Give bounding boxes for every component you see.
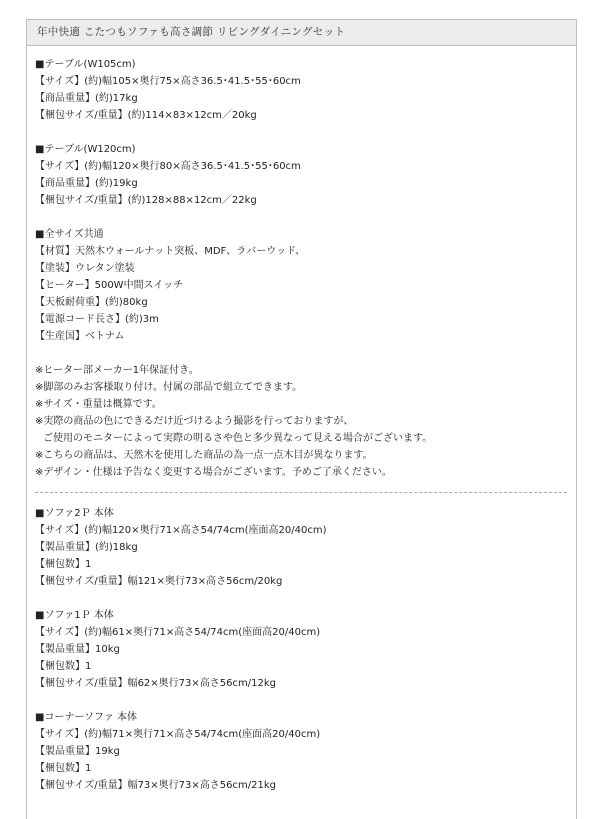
spec-cord: 【電源コード長さ】(約)3m — [35, 314, 159, 325]
table-w120-section — [35, 141, 576, 209]
spec-heater: 【ヒーター】500W中間スイッチ — [35, 280, 184, 291]
spec-content — [27, 46, 576, 794]
spec-size: 【サイズ】(約)幅105×奥行75×高さ36.5･41.5･55･60cm — [35, 76, 301, 87]
note-item: ※実際の商品の色にできるだけ近づけるよう撮影を行っておりますが、 — [35, 416, 354, 427]
section-heading: ■ソファ1Ｐ 本体 — [35, 610, 114, 621]
spec-weight: 【商品重量】(約)17kg — [35, 93, 138, 104]
spec-weight: 【製品重量】10kg — [35, 644, 120, 655]
spec-package-count: 【梱包数】1 — [35, 763, 92, 774]
note-item: ※ヒーター部メーカー1年保証付き。 — [35, 365, 199, 376]
notes-section — [35, 362, 576, 481]
spec-package: 【梱包サイズ/重量】(約)128×88×12cm／22kg — [35, 195, 257, 206]
corner-sofa-section — [35, 709, 576, 794]
spec-package: 【梱包サイズ/重量】幅73×奥行73×高さ56cm/21kg — [35, 780, 276, 791]
section-heading: ■ソファ2Ｐ 本体 — [35, 508, 114, 519]
table-w105-section — [35, 56, 576, 124]
section-heading: ■テーブル(W105cm) — [35, 59, 136, 70]
spec-size: 【サイズ】(約)幅120×奥行71×高さ54/74cm(座面高20/40cm) — [35, 525, 327, 536]
spec-size: 【サイズ】(約)幅120×奥行80×高さ36.5･41.5･55･60cm — [35, 161, 301, 172]
panel-title: 年中快適 こたつもソファも高さ調節 リビングダイニングセット — [37, 26, 346, 38]
spec-size: 【サイズ】(約)幅61×奥行71×高さ54/74cm(座面高20/40cm) — [35, 627, 321, 638]
dashed-divider — [35, 492, 567, 493]
note-item: ※脚部のみお客様取り付け。付属の部品で組立てできます。 — [35, 382, 303, 393]
note-item: ※デザイン・仕様は予告なく変更する場合がございます。予めご了承ください。 — [35, 467, 392, 478]
spec-panel — [26, 19, 577, 819]
spec-origin: 【生産国】ベトナム — [35, 331, 125, 342]
spec-weight: 【製品重量】(約)18kg — [35, 542, 138, 553]
spec-package: 【梱包サイズ/重量】幅121×奥行73×高さ56cm/20kg — [35, 576, 283, 587]
spec-finish: 【塗装】ウレタン塗装 — [35, 263, 135, 274]
sofa-2p-section — [35, 505, 576, 590]
spec-package-count: 【梱包数】1 — [35, 661, 92, 672]
spec-weight: 【商品重量】(約)19kg — [35, 178, 138, 189]
spec-material: 【材質】天然木ウォールナット突板、MDF、ラバーウッド、 — [35, 246, 306, 257]
note-item: ご使用のモニターによって実際の明るさや色と多少異なって見える場合がございます。 — [43, 433, 433, 444]
spec-package: 【梱包サイズ/重量】幅62×奥行73×高さ56cm/12kg — [35, 678, 276, 689]
spec-package-count: 【梱包数】1 — [35, 559, 92, 570]
section-heading: ■全サイズ共通 — [35, 229, 104, 240]
spec-size: 【サイズ】(約)幅71×奥行71×高さ54/74cm(座面高20/40cm) — [35, 729, 321, 740]
spec-package: 【梱包サイズ/重量】(約)114×83×12cm／20kg — [35, 110, 257, 121]
section-heading: ■テーブル(W120cm) — [35, 144, 136, 155]
sofa-1p-section — [35, 607, 576, 692]
spec-load: 【天板耐荷重】(約)80kg — [35, 297, 148, 308]
spec-weight: 【製品重量】19kg — [35, 746, 120, 757]
common-spec-section — [35, 226, 576, 345]
note-item: ※こちらの商品は、天然木を使用した商品の為一点一点木目が異なります。 — [35, 450, 373, 461]
note-item: ※サイズ・重量は概算です。 — [35, 399, 162, 410]
section-heading: ■コーナーソファ 本体 — [35, 712, 138, 723]
panel-header — [27, 20, 576, 46]
